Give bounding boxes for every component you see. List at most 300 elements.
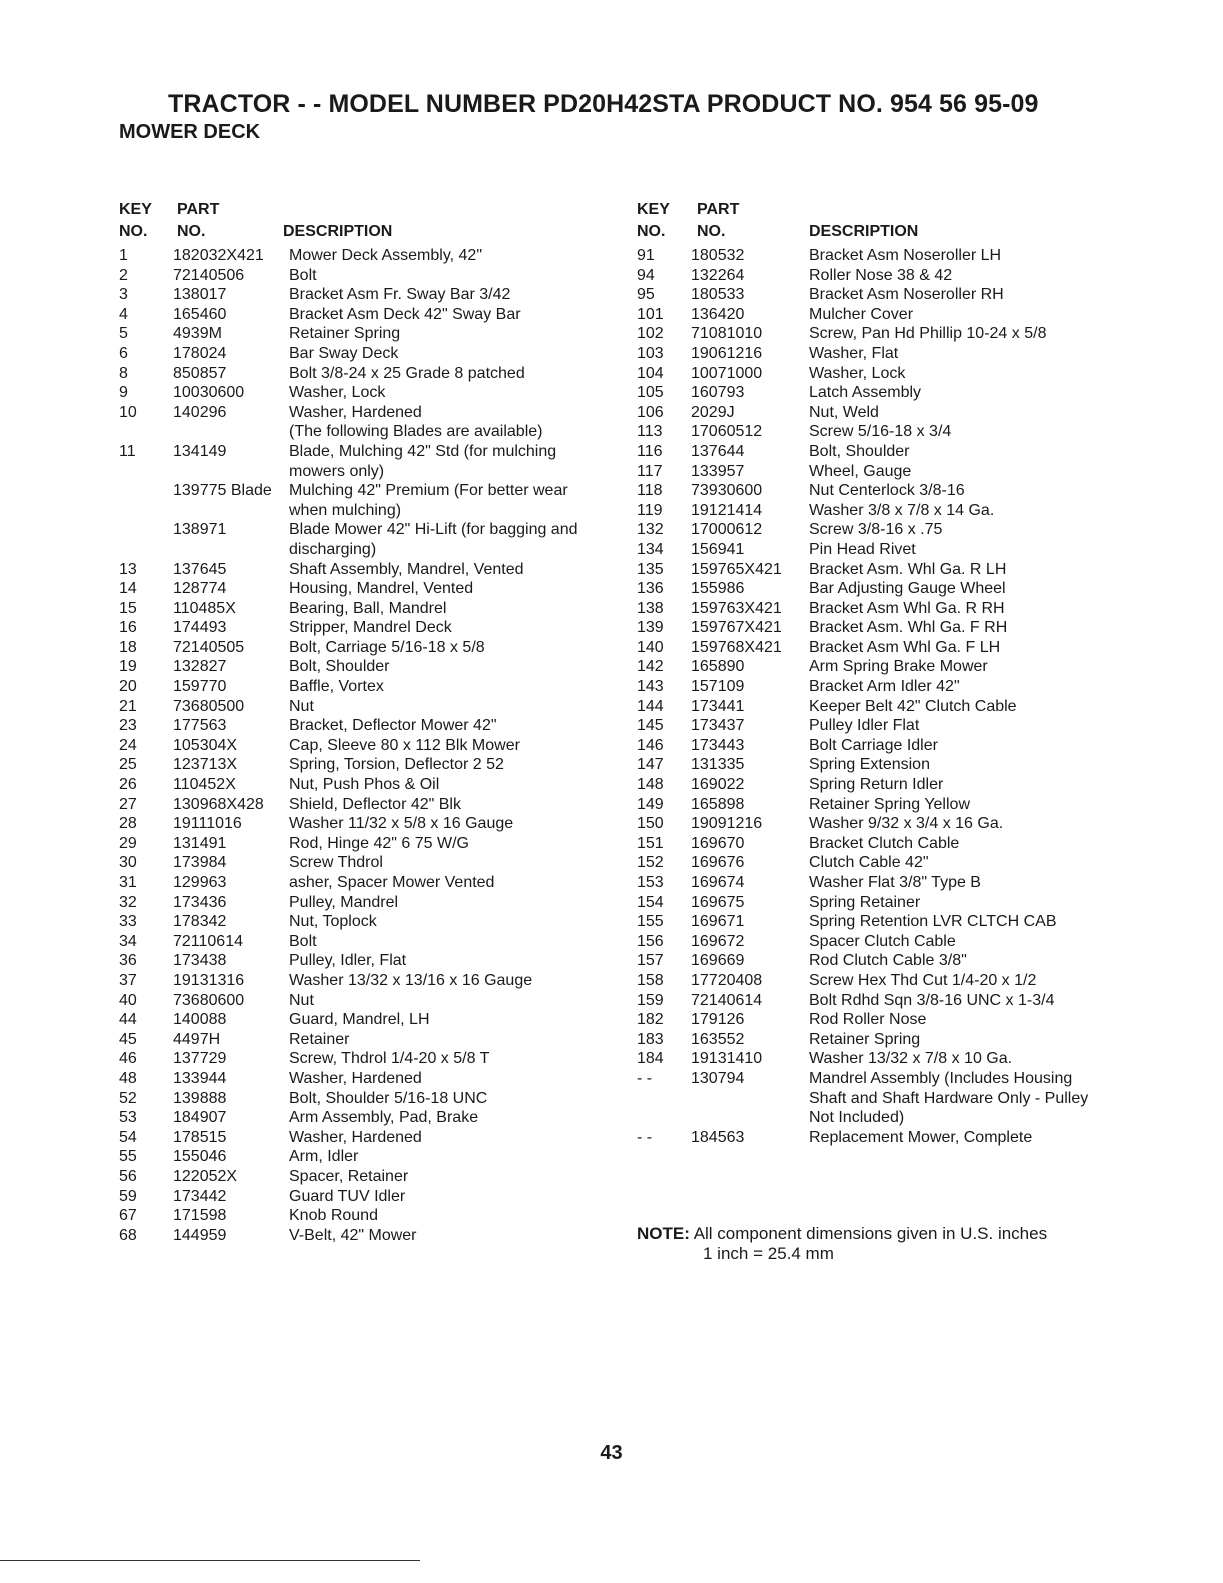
part-description: Washer 11/32 x 5/8 x 16 Gauge — [289, 815, 514, 833]
part-number: 130968X428 — [173, 795, 264, 813]
part-number: 128774 — [173, 580, 227, 598]
part-description: Bracket Asm Noseroller RH — [809, 286, 1004, 304]
parts-row — [637, 991, 1107, 1011]
part-description: Screw 5/16-18 x 3/4 — [809, 423, 952, 441]
key-number: 23 — [119, 717, 137, 735]
key-number: - - — [637, 1069, 653, 1087]
section-title: MOWER DECK — [119, 121, 261, 143]
parts-row — [637, 1010, 1107, 1030]
part-description: Retainer — [289, 1030, 350, 1048]
part-number: 169675 — [691, 893, 745, 911]
key-header-line2: NO. — [119, 223, 148, 240]
parts-row — [637, 403, 1107, 423]
part-description: Bracket Arm Idler 42" — [809, 678, 960, 696]
part-description: Retainer Spring Yellow — [809, 795, 970, 813]
part-description: Guard, Mandrel, LH — [289, 1011, 430, 1029]
key-number: 158 — [637, 971, 664, 989]
key-number: 34 — [119, 932, 137, 950]
part-description: Bracket Asm Noseroller LH — [809, 247, 1002, 264]
parts-row — [119, 520, 599, 559]
key-number: 33 — [119, 913, 137, 931]
parts-row — [637, 520, 1107, 540]
part-number: 169669 — [691, 952, 745, 970]
part-number: 134149 — [173, 442, 227, 460]
key-number: 155 — [637, 913, 664, 931]
parts-row — [637, 324, 1107, 344]
parts-row — [119, 1206, 599, 1226]
key-number: 32 — [119, 893, 137, 911]
parts-row — [119, 1030, 599, 1050]
part-number: 72140505 — [173, 638, 245, 656]
parts-row — [119, 305, 599, 325]
part-number: 177563 — [173, 717, 227, 735]
key-number: 45 — [119, 1030, 137, 1048]
part-description: Bar Adjusting Gauge Wheel — [809, 580, 1006, 598]
parts-row — [119, 383, 599, 403]
part-description: Washer 13/32 x 13/16 x 16 Gauge — [289, 971, 533, 989]
part-description: Screw Hex Thd Cut 1/4-20 x 1/2 — [809, 971, 1037, 989]
parts-row — [637, 344, 1107, 364]
key-header-line2: NO. — [637, 223, 666, 240]
part-number: 159767X421 — [691, 619, 782, 637]
part-description: Nut, Toplock — [289, 913, 377, 931]
key-number: 104 — [637, 364, 664, 382]
key-number: 182 — [637, 1011, 664, 1029]
key-number: 28 — [119, 815, 137, 833]
part-description: Mower Deck Assembly, 42" — [289, 247, 482, 264]
part-number: 155046 — [173, 1148, 227, 1166]
part-number: 173437 — [691, 717, 745, 735]
parts-row — [119, 266, 599, 286]
parts-row — [637, 481, 1107, 501]
part-number: 174493 — [173, 619, 227, 637]
part-number: 136420 — [691, 305, 745, 323]
part-header-line1: PART — [697, 201, 740, 218]
parts-row — [119, 677, 599, 697]
part-description: Baffle, Vortex — [289, 678, 384, 696]
part-description: asher, Spacer Mower Vented — [289, 874, 495, 891]
part-description: Blade Mower 42" Hi-Lift (for bagging and discharging) — [289, 521, 578, 558]
part-description: Bracket Asm Whl Ga. R RH — [809, 599, 1005, 617]
parts-row — [119, 638, 599, 658]
part-description: Bolt Carriage Idler — [809, 736, 938, 754]
part-description: Pulley, Mandrel — [289, 893, 399, 911]
parts-row — [119, 755, 599, 775]
part-number: 4497H — [173, 1030, 221, 1048]
part-description: Spring Retention LVR CLTCH CAB — [809, 913, 1057, 931]
parts-row — [637, 383, 1107, 403]
parts-row — [119, 795, 599, 815]
part-number: 178342 — [173, 913, 227, 931]
key-number: 13 — [119, 560, 137, 578]
key-number: 157 — [637, 952, 664, 970]
key-number: 132 — [637, 521, 664, 539]
part-number: 163552 — [691, 1030, 745, 1048]
parts-row — [119, 951, 599, 971]
part-description: Shaft Assembly, Mandrel, Vented — [289, 560, 524, 578]
key-number: 151 — [637, 834, 664, 852]
key-number: 48 — [119, 1069, 137, 1087]
part-number: 138017 — [173, 286, 227, 304]
part-number: 10071000 — [691, 364, 763, 382]
part-number: 178515 — [173, 1128, 227, 1146]
part-number: 169670 — [691, 834, 745, 852]
part-description: Guard TUV Idler — [289, 1187, 406, 1205]
part-number: 72110614 — [173, 932, 243, 950]
key-number: 36 — [119, 952, 137, 970]
part-header-line1: PART — [177, 201, 220, 218]
part-number: 169676 — [691, 854, 745, 872]
key-number: 156 — [637, 932, 664, 950]
part-description: Mulcher Cover — [809, 305, 914, 323]
key-number: 150 — [637, 815, 664, 833]
part-number: 10030600 — [173, 384, 245, 402]
key-number: 113 — [637, 423, 663, 441]
key-number: 134 — [637, 540, 664, 558]
part-number: 178024 — [173, 344, 227, 362]
part-description: Washer, Hardened — [289, 1069, 422, 1087]
part-number: 73930600 — [691, 482, 763, 500]
key-number: 53 — [119, 1109, 137, 1127]
parts-row — [119, 403, 599, 423]
parts-row — [637, 462, 1107, 482]
part-description: Screw 3/8-16 x .75 — [809, 521, 943, 539]
key-number: 154 — [637, 893, 664, 911]
part-description: Washer, Hardened — [289, 1128, 422, 1146]
page-number: 43 — [600, 1442, 623, 1464]
part-description: Retainer Spring — [289, 325, 401, 343]
parts-row — [637, 266, 1107, 286]
key-number: 8 — [119, 364, 128, 382]
key-number: 95 — [637, 286, 655, 304]
part-description: Bolt — [289, 932, 317, 950]
key-number: - - — [637, 1128, 653, 1146]
key-number: 138 — [637, 599, 664, 617]
parts-row — [637, 1069, 1107, 1128]
part-description: Knob Round — [289, 1207, 378, 1225]
part-number: 73680500 — [173, 697, 245, 715]
parts-row — [119, 618, 599, 638]
key-number: 117 — [637, 462, 663, 480]
part-number: 144959 — [173, 1226, 227, 1244]
parts-row — [119, 422, 599, 442]
parts-rows-left — [119, 246, 599, 1245]
parts-row — [119, 344, 599, 364]
parts-row — [119, 697, 599, 717]
part-number: 17060512 — [691, 423, 763, 441]
parts-row — [119, 1049, 599, 1069]
parts-row — [637, 599, 1107, 619]
part-description: Nut — [289, 991, 314, 1009]
note-line2: 1 inch = 25.4 mm — [703, 1244, 834, 1263]
parts-row — [119, 1147, 599, 1167]
key-number: 18 — [119, 638, 137, 656]
parts-row — [119, 912, 599, 932]
parts-row — [637, 1049, 1107, 1069]
parts-row — [119, 736, 599, 756]
key-number: 24 — [119, 736, 137, 754]
part-description: Screw, Thdrol 1/4-20 x 5/8 T — [289, 1050, 490, 1068]
part-number: 131335 — [691, 756, 745, 774]
parts-row — [637, 422, 1107, 442]
part-description: Shield, Deflector 42" Blk — [289, 795, 461, 813]
part-description: Nut Centerlock 3/8-16 — [809, 482, 965, 500]
key-number: 105 — [637, 384, 664, 402]
key-number: 145 — [637, 717, 664, 735]
parts-row — [637, 912, 1107, 932]
key-number: 140 — [637, 638, 664, 656]
key-number: 103 — [637, 344, 664, 362]
part-number: 159763X421 — [691, 599, 782, 617]
parts-row — [119, 834, 599, 854]
part-number: 173436 — [173, 893, 227, 911]
key-number: 59 — [119, 1187, 137, 1205]
parts-row — [637, 677, 1107, 697]
bottom-rule — [0, 1560, 420, 1561]
part-description: Spacer, Retainer — [289, 1167, 409, 1185]
parts-row — [119, 324, 599, 344]
parts-row — [637, 834, 1107, 854]
part-number: 132827 — [173, 658, 227, 676]
parts-row — [637, 305, 1107, 325]
key-number: 20 — [119, 678, 137, 696]
part-description: Nut, Weld — [809, 403, 879, 421]
part-number: 184563 — [691, 1128, 745, 1146]
parts-row — [637, 501, 1107, 521]
part-number: 157109 — [691, 678, 745, 696]
parts-rows-right — [637, 246, 1107, 1147]
key-number: 67 — [119, 1207, 137, 1225]
part-number: 122052X — [173, 1167, 238, 1185]
part-description: Retainer Spring — [809, 1030, 921, 1048]
part-description: Spacer Clutch Cable — [809, 932, 956, 950]
parts-row — [119, 560, 599, 580]
part-number: 139888 — [173, 1089, 227, 1107]
part-description: Spring Extension — [809, 756, 930, 774]
parts-row — [637, 657, 1107, 677]
part-description: Bolt Rdhd Sqn 3/8-16 UNC x 1-3/4 — [809, 991, 1055, 1009]
part-description: Washer 9/32 x 3/4 x 16 Ga. — [809, 815, 1004, 833]
part-description: Washer Flat 3/8" Type B — [809, 874, 981, 891]
key-number: 143 — [637, 678, 664, 696]
key-number: 52 — [119, 1089, 137, 1107]
key-number: 54 — [119, 1128, 137, 1146]
parts-row — [637, 579, 1107, 599]
part-description: Wheel, Gauge — [809, 462, 912, 480]
part-description: Bracket Asm. Whl Ga. R LH — [809, 560, 1007, 578]
parts-row — [119, 716, 599, 736]
description-header: DESCRIPTION — [809, 223, 919, 240]
part-number: 19111016 — [173, 815, 242, 833]
part-number: 182032X421 — [173, 247, 264, 264]
part-description: Washer, Lock — [289, 384, 386, 402]
key-number: 91 — [637, 247, 655, 264]
part-number: 2029J — [691, 403, 735, 421]
part-description: Latch Assembly — [809, 384, 922, 402]
part-header-line2: NO. — [697, 223, 726, 240]
part-description: Nut, Push Phos & Oil — [289, 776, 440, 794]
parts-row — [637, 442, 1107, 462]
part-number: 133957 — [691, 462, 745, 480]
parts-row — [637, 814, 1107, 834]
parts-row — [637, 853, 1107, 873]
part-description: Bracket Asm Fr. Sway Bar 3/42 — [289, 286, 511, 304]
key-number: 9 — [119, 384, 128, 402]
parts-row — [119, 1187, 599, 1207]
part-description: Cap, Sleeve 80 x 112 Blk Mower — [289, 736, 520, 754]
key-number: 119 — [637, 501, 663, 519]
part-number: 19121414 — [691, 501, 763, 519]
parts-row — [119, 853, 599, 873]
part-description: Bracket Asm Whl Ga. F LH — [809, 638, 1001, 656]
parts-row — [637, 893, 1107, 913]
parts-row — [637, 716, 1107, 736]
note-line1: All component dimensions given in U.S. inches — [693, 1224, 1048, 1243]
key-number: 4 — [119, 305, 128, 323]
parts-row — [119, 1226, 599, 1246]
part-description: Keeper Belt 42" Clutch Cable — [809, 697, 1017, 715]
key-number: 30 — [119, 854, 137, 872]
key-number: 159 — [637, 991, 664, 1009]
key-number: 2 — [119, 266, 128, 284]
part-description: Spring Return Idler — [809, 776, 944, 794]
key-number: 94 — [637, 266, 655, 284]
part-description: Bolt, Shoulder — [289, 658, 390, 676]
part-number: 140296 — [173, 403, 227, 421]
parts-list-header — [637, 200, 1107, 246]
part-number: 139775 Blade — [173, 482, 272, 500]
key-number: 25 — [119, 756, 137, 774]
part-description: Stripper, Mandrel Deck — [289, 619, 452, 637]
part-number: 140088 — [173, 1011, 227, 1029]
parts-row — [119, 991, 599, 1011]
part-description: Housing, Mandrel, Vented — [289, 580, 474, 598]
key-header-line1: KEY — [637, 201, 670, 218]
parts-row — [119, 873, 599, 893]
part-number: 72140506 — [173, 266, 245, 284]
part-number: 165460 — [173, 305, 227, 323]
parts-row — [119, 442, 599, 481]
part-description: Washer 3/8 x 7/8 x 14 Ga. — [809, 501, 995, 519]
part-number: 138971 — [173, 521, 227, 539]
part-number: 19131316 — [173, 971, 245, 989]
part-number: 165898 — [691, 795, 745, 813]
parts-list-header — [119, 200, 599, 246]
part-description: Spring, Torsion, Deflector 2 52 — [289, 756, 504, 774]
part-number: 19091216 — [691, 815, 763, 833]
part-description: Bearing, Ball, Mandrel — [289, 599, 447, 617]
key-number: 31 — [119, 874, 137, 891]
parts-row — [119, 932, 599, 952]
part-number: 171598 — [173, 1207, 227, 1225]
part-number: 165890 — [691, 658, 745, 676]
part-description: Arm Spring Brake Mower — [809, 658, 988, 676]
parts-row — [637, 971, 1107, 991]
part-description: Screw Thdrol — [289, 854, 383, 872]
part-description: Nut — [289, 697, 314, 715]
parts-list-right — [637, 200, 1107, 1147]
part-number: 173441 — [691, 697, 745, 715]
key-number: 183 — [637, 1030, 664, 1048]
part-number: 110485X — [173, 599, 236, 617]
part-number: 184907 — [173, 1109, 227, 1127]
parts-row — [119, 364, 599, 384]
part-header-line2: NO. — [177, 223, 206, 240]
part-number: 133944 — [173, 1069, 227, 1087]
part-description: Bolt — [289, 266, 317, 284]
key-number: 15 — [119, 599, 137, 617]
parts-row — [119, 1010, 599, 1030]
key-number: 21 — [119, 697, 137, 715]
key-number: 106 — [637, 403, 664, 421]
dimensions-note — [637, 1224, 1047, 1264]
part-number: 17000612 — [691, 521, 763, 539]
part-number: 850857 — [173, 364, 227, 382]
part-description: Bolt, Shoulder — [809, 442, 910, 460]
key-number: 152 — [637, 854, 664, 872]
part-number: 17720408 — [691, 971, 763, 989]
part-number: 180533 — [691, 286, 745, 304]
part-description: Roller Nose 38 & 42 — [809, 266, 953, 284]
parts-row — [119, 1108, 599, 1128]
key-number: 146 — [637, 736, 664, 754]
part-description: Bar Sway Deck — [289, 344, 399, 362]
part-description: Washer, Hardened — [289, 403, 422, 421]
parts-row — [119, 893, 599, 913]
key-number: 139 — [637, 619, 664, 637]
part-description: Arm Assembly, Pad, Brake — [289, 1109, 479, 1127]
part-number: 137644 — [691, 442, 745, 460]
part-number: 169671 — [691, 913, 745, 931]
part-description: Bracket Asm. Whl Ga. F RH — [809, 619, 1008, 637]
parts-row — [637, 285, 1107, 305]
parts-row — [637, 364, 1107, 384]
key-number: 5 — [119, 325, 128, 343]
key-number: 68 — [119, 1226, 137, 1244]
part-description: V-Belt, 42" Mower — [289, 1226, 417, 1244]
parts-row — [637, 638, 1107, 658]
key-number: 1 — [119, 247, 128, 264]
part-description: Washer 13/32 x 7/8 x 10 Ga. — [809, 1050, 1013, 1068]
key-number: 135 — [637, 560, 664, 578]
part-description: Mandrel Assembly (Includes Housing Shaft and Shaft Hardware Only - Pulley Not Included) — [809, 1069, 1089, 1127]
parts-row — [119, 1128, 599, 1148]
part-number: 71081010 — [691, 325, 763, 343]
part-number: 169022 — [691, 776, 745, 794]
parts-row — [637, 932, 1107, 952]
part-description: Rod, Hinge 42" 6 75 W/G — [289, 834, 469, 852]
parts-row — [119, 1089, 599, 1109]
parts-list-left — [119, 200, 599, 1245]
page-title: TRACTOR - - MODEL NUMBER PD20H42STA PRODUCT NO. 954 56 95-09 — [168, 90, 1039, 118]
part-description: Bolt 3/8-24 x 25 Grade 8 patched — [289, 364, 525, 382]
part-description: Bracket Asm Deck 42" Sway Bar — [289, 305, 521, 323]
part-description: Rod Roller Nose — [809, 1011, 927, 1029]
part-description: Bolt, Carriage 5/16-18 x 5/8 — [289, 638, 485, 656]
part-number: 73680600 — [173, 991, 245, 1009]
key-number: 149 — [637, 795, 664, 813]
key-number: 19 — [119, 658, 137, 676]
part-number: 19131410 — [691, 1050, 763, 1068]
parts-row — [637, 951, 1107, 971]
key-number: 116 — [637, 442, 663, 460]
parts-row — [119, 246, 599, 266]
key-number: 40 — [119, 991, 137, 1009]
key-number: 136 — [637, 580, 664, 598]
parts-row — [119, 1167, 599, 1187]
parts-row — [637, 775, 1107, 795]
key-number: 14 — [119, 580, 137, 598]
